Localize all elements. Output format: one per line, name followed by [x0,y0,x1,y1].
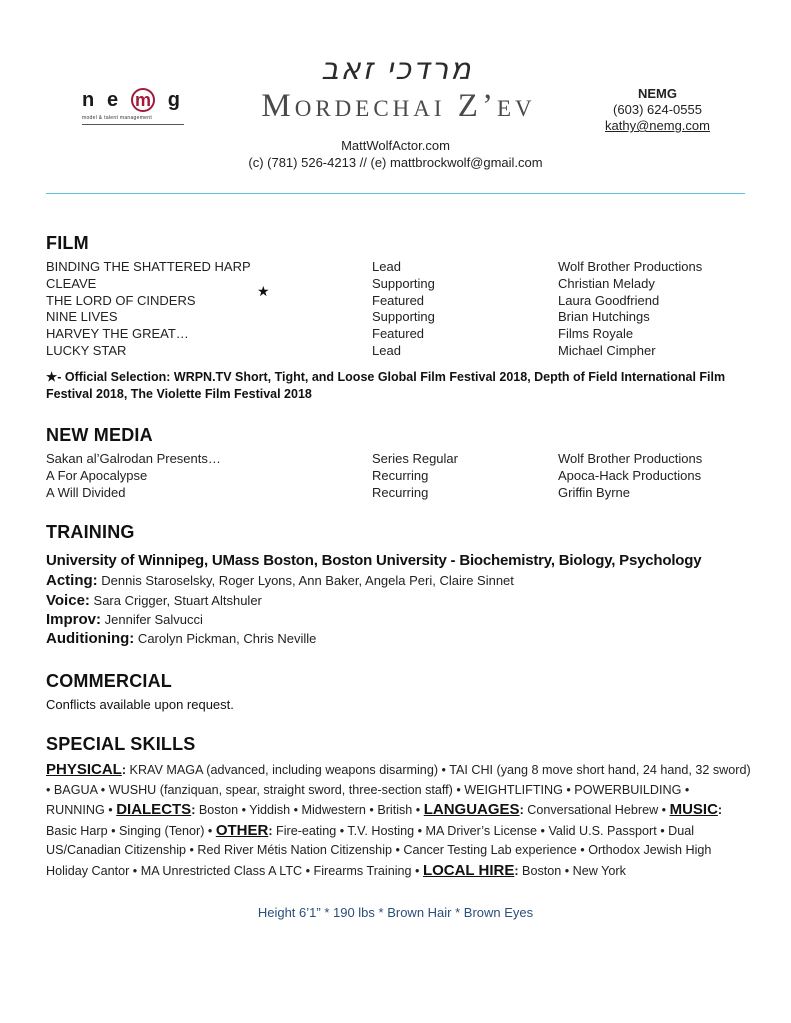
credit-role: Series Regular [372,451,458,466]
credit-role: Recurring [372,484,429,500]
section-title-special-skills: SPECIAL SKILLS [46,734,196,754]
education-line: University of Winnipeg, UMass Boston, Boston University - Biochemistry, Biology, Psychology [46,552,702,569]
phone-email-line: (c) (781) 526-4213 // (e) mattbrockwolf@gmail.com [248,155,543,170]
credit-role: Featured [372,292,425,308]
section-title-commercial: COMMERCIAL [46,671,172,691]
training-label: Auditioning: [46,630,135,647]
festival-note: ★- Official Selection: WRPN.TV Short, Tight, and Loose Global Film Festival 2018, Depth of Field International Film Festival 2018, The Violette Film Festival 2018 [46,370,726,401]
training-value: Carolyn Pickman, Chris Neville [134,631,317,646]
training-value: Jennifer Salvucci [101,612,203,627]
logo-letter: e [107,88,119,111]
physical-stats: Height 6’1” * 190 lbs * Brown Hair * Brown Eyes [257,905,534,920]
credit-role: Supporting [372,275,435,291]
skill-list: Basic Harp • Singing (Tenor) • [46,823,216,838]
credit-role: Featured [372,326,425,342]
training-label: Improv: [46,611,102,628]
agency-email-link[interactable]: kathy@nemg.com [605,118,710,133]
credit-company: Laura Goodfriend [558,292,660,308]
logo-letter: g [167,88,180,111]
skill-category: LOCAL HIRE [422,861,515,879]
credit-title: A For Apocalypse [46,467,148,483]
credit-title: HARVEY THE GREAT… [46,326,189,342]
section-title-training: TRAINING [46,522,135,542]
actor-name: Mordechai Z’ev [261,88,536,124]
skill-list: Boston • Yiddish • Midwestern • British • [195,803,424,818]
skill-list: Boston • New York [518,863,626,878]
training-value: Sara Crigger, Stuart Altshuler [89,593,262,608]
commercial-note: Conflicts available upon request. [46,697,234,712]
credit-company: Griffin Byrne [558,484,631,500]
section-title-film: FILM [46,233,89,253]
credit-title: NINE LIVES [46,309,118,325]
credit-title: Sakan al’Galrodan Presents… [46,451,221,466]
hebrew-name: מרדכי זאב [321,52,473,87]
credit-role: Lead [372,342,401,358]
credit-company: Films Royale [558,326,634,342]
credit-company: Brian Hutchings [558,309,650,325]
credit-row [46,293,766,310]
skill-list: KRAV MAGA (advanced, including weapons disarming) • TAI CHI (yang 8 move short hand, 24 hand, 32 sword) • BAGUA • WUSHU (fanziquan, spear, straight sword, three-section staff) • WEIGHTLIFTING • POWERBUILDING • RUNNING • [46,763,751,818]
website[interactable]: MattWolfActor.com [341,138,450,153]
training-label: Voice: [46,592,90,609]
credit-role: Lead [372,259,401,274]
credit-company: Michael Cimpher [558,342,656,358]
credit-row [46,309,766,326]
credit-title: LUCKY STAR [46,342,127,358]
logo-letter: n [82,88,95,111]
training-line-voice [46,592,262,609]
actor-contact [200,137,591,171]
skill-category: OTHER [215,821,269,839]
agency-contact [590,86,725,134]
skill-category: DIALECTS [116,801,192,819]
logo-underline [82,124,184,125]
skill-category: MUSIC [669,801,718,819]
training-value: Dennis Staroselsky, Roger Lyons, Ann Baker, Angela Peri, Claire Sinnet [97,573,514,588]
credit-row [46,485,766,502]
credit-title: THE LORD OF CINDERS [46,292,196,308]
training-line-improv [46,611,203,628]
credit-row [46,343,766,360]
credit-company: Christian Melady [558,275,655,291]
skill-category: PHYSICAL [46,761,122,778]
film-credits [46,259,766,360]
training-line-acting [46,572,514,589]
agency-phone: (603) 624-0555 [613,102,702,117]
header-divider [46,193,745,194]
agency-logo [82,88,186,132]
credit-role: Recurring [372,467,429,483]
credit-row [46,259,766,276]
special-skills-text: PHYSICAL: KRAV MAGA (advanced, including weapons disarming) • TAI CHI (yang 8 move short hand, 24 hand, 32 sword) • BAGUA • WUSHU (fanziquan, spear, straight sword, three-section staff) • WEIGHTLIFTING • POWERBUILDING • RUNNING • DIALECTS: Boston • Yiddish • Midwestern • British • LANGUAGES: Conversational Hebrew • MUSIC: Basic Harp • Singing (Tenor) • OTHER: Fire-eating • T.V. Hosting • MA Driver’s License • Valid U.S. Passport • Dual US/Canadian Citizenship • Red River Métis Nation Citizenship • Cancer Testing Lab experience • Orthodox Jewish High Holiday Cantor • MA Unrestricted Class A LTC • Firearms Training • LOCAL HIRE: Boston • New York [46,761,751,879]
credit-title: A Will Divided [46,484,126,500]
credit-row [46,326,766,343]
training-line-auditioning [46,630,316,647]
logo-circle-m-icon: m [131,88,155,112]
section-title-new-media: NEW MEDIA [46,425,153,445]
credit-title: BINDING THE SHATTERED HARP [46,259,251,274]
skill-category: LANGUAGES [423,801,520,819]
credit-row [46,451,766,468]
skill-list: Fire-eating • T.V. Hosting • MA Driver’s License • Valid U.S. Passport • Dual US/Canadian Citizenship • Red River Métis Nation Citizenship • Cancer Testing Lab experience • Orthodox Jewish High Holiday Cantor • MA Unrestricted Class A LTC • Firearms Training • [46,823,712,878]
agency-name: NEMG [638,86,677,101]
logo-tagline: model & talent management [82,115,153,121]
credit-role: Supporting [372,309,435,325]
credit-company: Apoca-Hack Productions [558,467,702,483]
star-icon: ★ [257,284,270,300]
new-media-credits [46,451,766,501]
logo-wordmark [82,88,180,112]
credit-company: Wolf Brother Productions [558,451,703,466]
credit-row [46,276,766,293]
training-label: Acting: [46,572,98,589]
credit-company: Wolf Brother Productions [558,259,703,274]
skill-list: Conversational Hebrew • [523,803,670,818]
credit-row [46,468,766,485]
credit-title: CLEAVE [46,275,97,291]
